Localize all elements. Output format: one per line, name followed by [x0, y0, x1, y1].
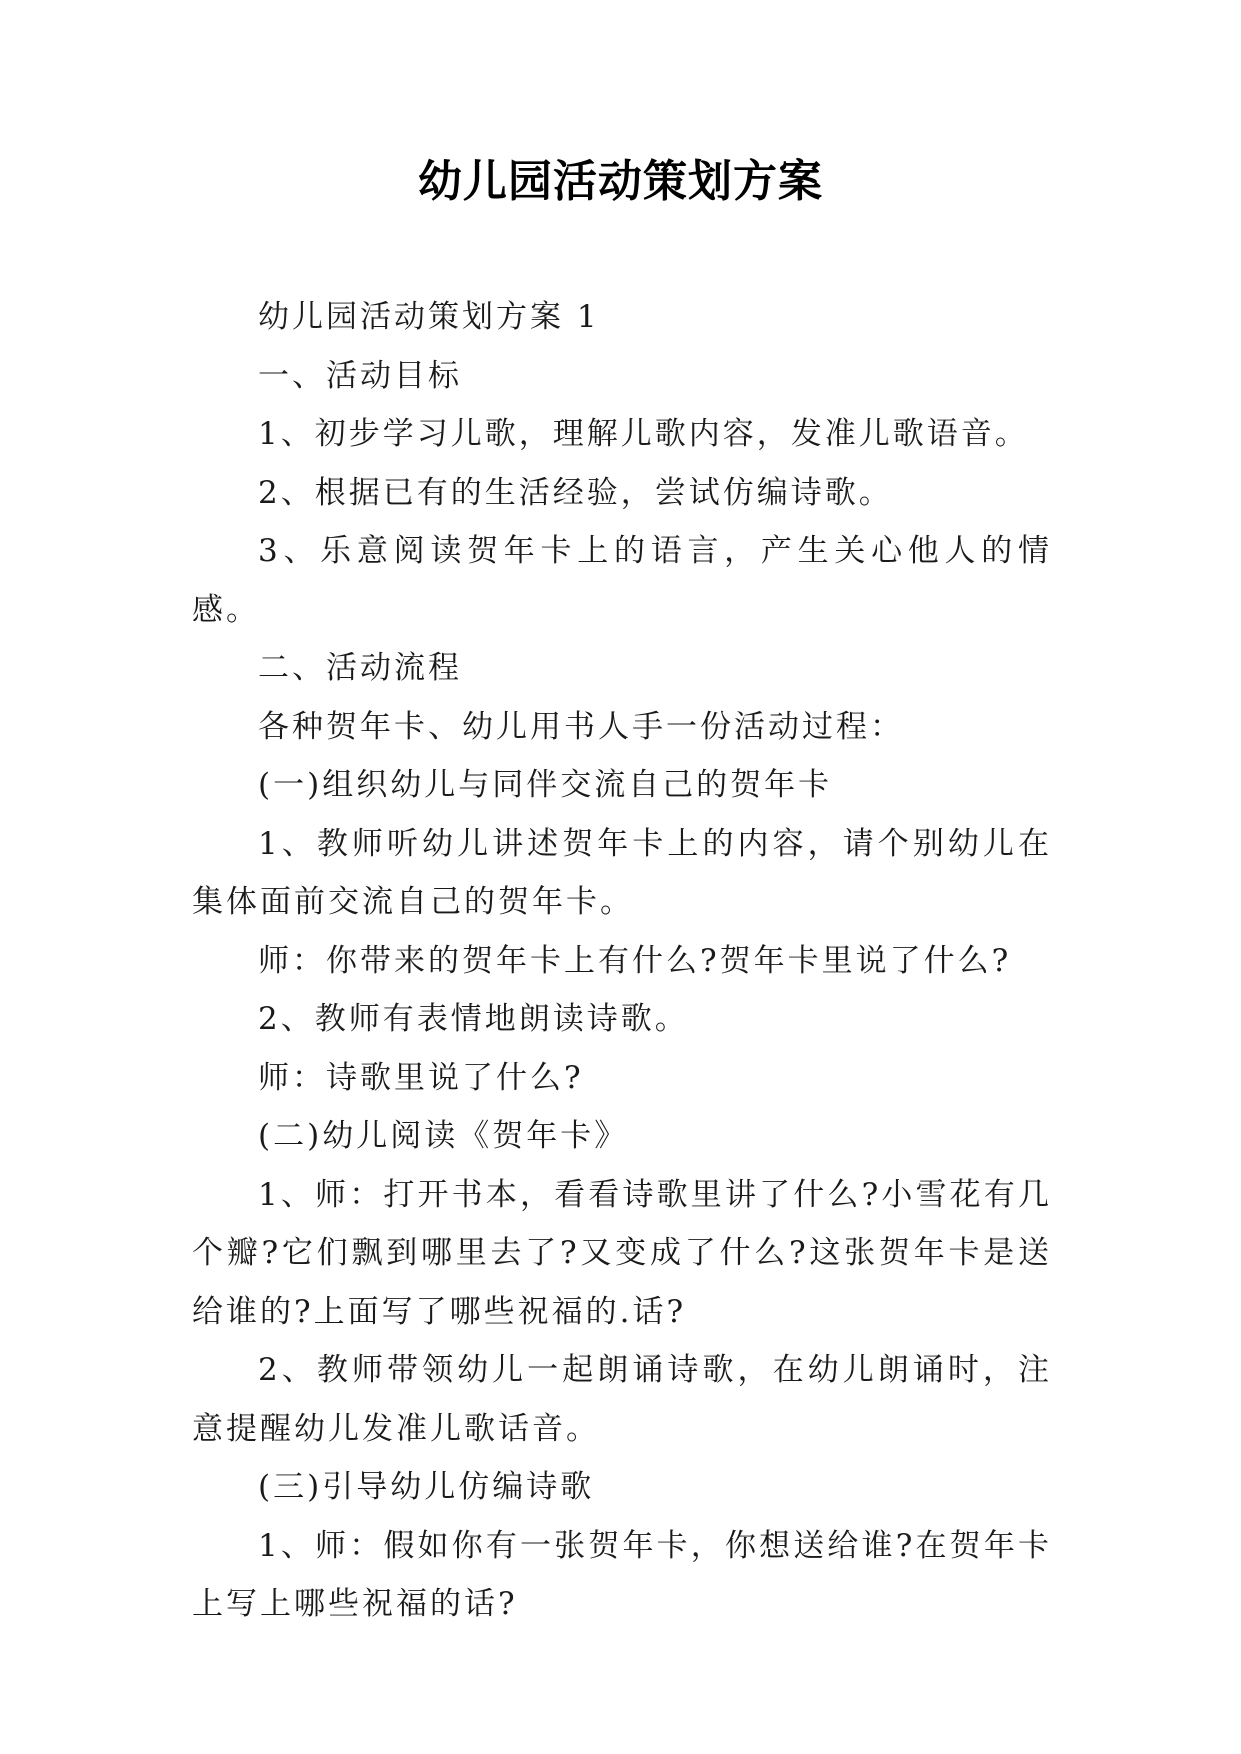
subsection-heading-2: (二)幼儿阅读《贺年卡》: [258, 1118, 629, 1154]
paragraph: 1、师：假如你有一张贺年卡，你想送给谁?在贺年卡上写上哪些祝福的话?: [192, 1527, 1052, 1622]
paragraph: 2、根据已有的生活经验，尝试仿编诗歌。: [258, 474, 893, 511]
paragraph: 1、教师听幼儿讲述贺年卡上的内容，请个别幼儿在集体面前交流自己的贺年卡。: [192, 825, 1052, 920]
section-heading-process: 二、活动流程: [258, 650, 462, 686]
paragraph: 2、教师带领幼儿一起朗诵诗歌，在幼儿朗诵时，注意提醒幼儿发准儿歌话音。: [192, 1352, 1052, 1447]
section-heading-goals: 一、活动目标: [258, 357, 462, 394]
paragraph: 1、师：打开书本，看看诗歌里讲了什么?小雪花有几个瓣?它们飘到哪里去了?又变成了什么?这张贺年卡是送给谁的?上面写了哪些祝福的.话?: [192, 1176, 1052, 1330]
section-heading-plan-1: 幼儿园活动策划方案 1: [258, 299, 600, 335]
paragraph: 师：你带来的贺年卡上有什么?贺年卡里说了什么?: [258, 942, 1012, 979]
paragraph: 师：诗歌里说了什么?: [258, 1059, 584, 1096]
paragraph: 各种贺年卡、幼儿用书人手一份活动过程：: [258, 708, 904, 745]
paragraph: 2、教师有表情地朗读诗歌。: [258, 1001, 689, 1037]
subsection-heading-3: (三)引导幼儿仿编诗歌: [258, 1469, 595, 1505]
document-body: [192, 288, 1052, 1634]
document-title: 幼儿园活动策划方案: [418, 156, 823, 207]
paragraph: 1、初步学习儿歌，理解儿歌内容，发准儿歌语音。: [258, 416, 1029, 452]
subsection-heading-1: (一)组织幼儿与同伴交流自己的贺年卡: [258, 767, 833, 803]
paragraph: 3、乐意阅读贺年卡上的语言，产生关心他人的情感。: [192, 533, 1052, 628]
